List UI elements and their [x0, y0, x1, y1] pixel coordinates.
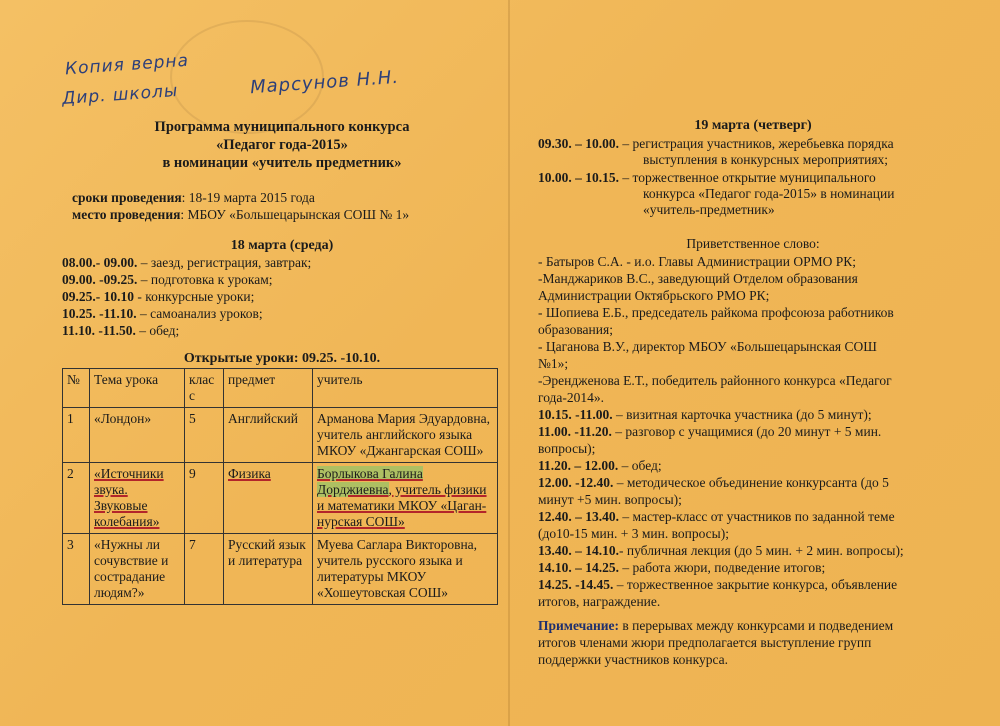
cell-grade: 5	[185, 408, 224, 463]
highlighted-teacher-name: Борлыкова Галина Дорджиевна	[317, 466, 423, 497]
lessons-table	[62, 368, 498, 605]
table-row	[63, 534, 498, 605]
schedule-text: – обед;	[618, 458, 662, 473]
schedule-text: – разговор с учащимися (до 20 минут + 5 мин.	[611, 424, 882, 439]
greeting-line: образования;	[538, 322, 613, 337]
cell-teacher	[313, 463, 498, 534]
schedule-text: – работа жюри, подведение итогов;	[619, 560, 826, 575]
schedule-time: 10.15. -11.00.	[538, 407, 613, 422]
schedule-text: – торжественное закрытие конкурса, объявление	[613, 577, 898, 592]
schedule-time: 10.25. -11.10.	[62, 306, 137, 321]
header-teacher: учитель	[313, 369, 498, 408]
greeting-line: года-2014».	[538, 390, 605, 405]
greeting-line: - Цаганова В.У., директор МБОУ «Большецарынская СОШ	[538, 339, 877, 354]
cell-topic	[90, 463, 185, 534]
greeting-line: Администрации Октябрьского РМО РК;	[538, 288, 770, 303]
cell-topic-text: «Источники звука. Звуковые колебания»	[94, 466, 164, 529]
note-cont: итогов членами жюри предполагается выступление групп	[538, 635, 872, 650]
cell-num: 2	[63, 463, 90, 534]
schedule-cont: вопросы);	[538, 441, 596, 456]
header-topic: Тема урока	[90, 369, 185, 408]
schedule-item	[538, 560, 968, 576]
opening-item-cont: выступления в конкурсных мероприятиях;	[643, 152, 889, 167]
cell-teacher-rest: , учитель физики и математики МКОУ «Цаган-нурская СОШ»	[317, 482, 487, 529]
cell-subject	[224, 463, 313, 534]
handwritten-signature: Марсунов Н.Н.	[249, 66, 400, 99]
schedule-time: 11.00. -11.20.	[538, 424, 612, 439]
schedule-time: 14.10. – 14.25.	[538, 560, 619, 575]
schedule-time: 11.20. – 12.00.	[538, 458, 619, 473]
schedule-time: 09.00. -09.25.	[62, 272, 138, 287]
opening-item	[538, 170, 968, 186]
greeting-line: - Шопиева Е.Б., председатель райкома профсоюза работников	[538, 305, 894, 320]
greeting-line: -Эренджeнова Е.Т., победитель районного конкурса «Педагог	[538, 373, 892, 388]
schedule-text: – самоанализ уроков;	[136, 306, 263, 321]
schedule-text: - публичная лекция (до 5 мин. + 2 мин. вопросы);	[619, 543, 904, 558]
table-header-row	[63, 369, 498, 408]
schedule-cont: минут +5 мин. вопросы);	[538, 492, 682, 507]
opening-item-cont: конкурса «Педагог года-2015» в номинации	[643, 186, 895, 201]
header-subject: предмет	[224, 369, 313, 408]
schedule-text: – мастер-класс от участников по заданной теме	[619, 509, 895, 524]
cell-num: 1	[63, 408, 90, 463]
schedule-text: – обед;	[135, 323, 180, 338]
cell-grade: 9	[185, 463, 224, 534]
note-text: в перерывах между конкурсами и подведением	[619, 618, 894, 633]
program-title-1: Программа муниципального конкурса	[154, 119, 410, 135]
schedule-item	[538, 509, 968, 525]
schedule-cont: (до10-15 мин. + 3 мин. вопросы);	[538, 526, 729, 541]
note-label: Примечание:	[538, 618, 620, 633]
schedule-item	[62, 289, 254, 305]
greeting-line: №1»;	[538, 356, 569, 371]
opening-item-cont: «учитель-предметник»	[643, 202, 775, 217]
page-fold	[508, 0, 510, 726]
cell-topic: «Нужны ли сочувствие и сострадание людям?»	[90, 534, 185, 605]
handwritten-note-1: Копия верна	[64, 50, 190, 80]
place-label: место проведения	[72, 207, 181, 222]
schedule-time: 08.00.- 09.00.	[62, 255, 138, 270]
schedule-item	[62, 272, 273, 288]
schedule-item	[62, 306, 263, 322]
cell-subject: Английский	[224, 408, 313, 463]
opening-text: – торжественное открытие муниципального	[619, 170, 876, 185]
dates-line	[72, 190, 315, 206]
schedule-item	[538, 458, 968, 474]
dates-value: : 18-19 марта 2015 года	[181, 190, 315, 205]
opening-item	[538, 136, 968, 152]
header-grade	[185, 369, 224, 408]
opening-time: 10.00. – 10.15.	[538, 170, 619, 185]
table-row	[63, 463, 498, 534]
schedule-time: 11.10. -11.50.	[62, 323, 136, 338]
header-num: №	[63, 369, 90, 408]
greeting-line: -Манджариков В.С., заведующий Отделом образования	[538, 271, 858, 286]
dates-label: сроки проведения	[72, 190, 182, 205]
schedule-item	[538, 543, 968, 559]
lessons-heading: Открытые уроки: 09.25. -10.10.	[183, 351, 381, 366]
schedule-item	[538, 577, 968, 593]
cell-subject-text: Физика	[228, 466, 271, 481]
greeting-line: - Батыров С.А. - и.о. Главы Администрации ОРМО РК;	[538, 254, 857, 269]
cell-topic: «Лондон»	[90, 408, 185, 463]
cell-teacher: Арманова Мария Эдуардовна, учитель английского языка МКОУ «Джангарская СОШ»	[313, 408, 498, 463]
schedule-time: 12.40. – 13.40.	[538, 509, 619, 524]
schedule-text: – визитная карточка участника (до 5 минут);	[612, 407, 872, 422]
schedule-cont: итогов, награждение.	[538, 594, 661, 609]
schedule-text: – подготовка к урокам;	[137, 272, 273, 287]
note-cont: поддержки участников конкурса.	[538, 652, 729, 667]
cell-grade: 7	[185, 534, 224, 605]
schedule-text: - конкурсные уроки;	[134, 289, 255, 304]
cell-num: 3	[63, 534, 90, 605]
schedule-item	[62, 323, 179, 339]
schedule-text: – методическое объединение конкурсанта (до 5	[613, 475, 889, 490]
cell-subject: Русский язык и литература	[224, 534, 313, 605]
schedule-text: – заезд, регистрация, завтрак;	[137, 255, 312, 270]
opening-text: – регистрация участников, жеребьевка порядка	[619, 136, 894, 151]
table-row	[63, 408, 498, 463]
schedule-item	[62, 255, 311, 271]
header-grade-text: класс	[189, 372, 215, 403]
program-title-2: «Педагог года-2015»	[216, 137, 348, 153]
cell-teacher: Муева Саглара Викторовна, учитель русского языка и литературы МКОУ «Хошеутовская СОШ»	[313, 534, 498, 605]
program-title-3: в номинации «учитель предметник»	[162, 155, 402, 171]
place-line	[72, 207, 409, 223]
schedule-time: 14.25. -14.45.	[538, 577, 614, 592]
schedule-item	[538, 424, 968, 440]
schedule-time: 13.40. – 14.10.	[538, 543, 619, 558]
greeting-heading: Приветственное слово:	[686, 236, 820, 251]
note-line	[538, 618, 968, 634]
day2-heading: 19 марта (четверг)	[694, 118, 812, 133]
day1-heading: 18 марта (среда)	[230, 238, 334, 253]
schedule-time: 12.00. -12.40.	[538, 475, 614, 490]
place-value: : МБОУ «Большецарынская СОШ № 1»	[180, 207, 410, 222]
opening-time: 09.30. – 10.00.	[538, 136, 619, 151]
schedule-time: 09.25.- 10.10	[62, 289, 134, 304]
handwritten-note-2: Дир. школы	[61, 80, 180, 110]
schedule-item	[538, 475, 968, 491]
schedule-item	[538, 407, 968, 423]
